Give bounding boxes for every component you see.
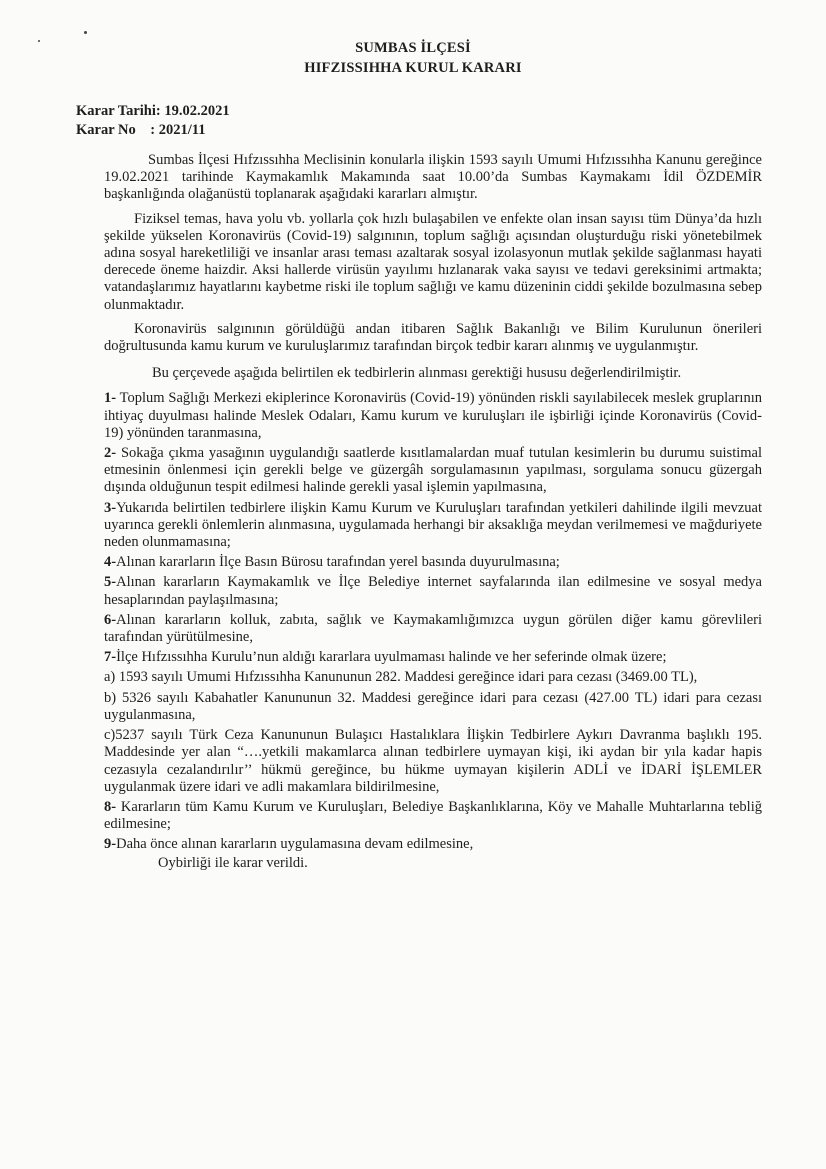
- decision-item-5: [104, 574, 762, 608]
- item-text: Toplum Sağlığı Merkezi ekiplerince Koronavirüs (Covid-19) yönünden riskli sayılabilecek meslek gruplarının ihtiyaç duyulması halinde Meslek Odaları, Kamu kurum ve kuruluşları ile işbirliği içinde Koronavirüs (Covid-19) yönünden taranmasına,: [104, 390, 762, 441]
- decision-item-4: [104, 554, 762, 571]
- context-paragraph-2: Koronavirüs salgınının görüldüğü andan itibaren Sağlık Bakanlığı ve Bilim Kurulunun önerileri doğrultusunda kamu kurum ve kuruluşlarımız tarafından birçok tedbir kararı alınmış ve uygulanmıştır.: [104, 320, 762, 355]
- decision-item-1: [104, 390, 762, 442]
- decision-item-7: [104, 649, 762, 666]
- item-text: İlçe Hıfzıssıhha Kurulu’nun aldığı kararlara uyulmaması halinde ve her seferinde olmak üzere;: [116, 649, 667, 666]
- decision-item-8: [104, 799, 762, 833]
- item-number: 7-: [104, 649, 117, 666]
- item-number: 6-: [104, 611, 117, 628]
- item-number: 4-: [104, 554, 117, 571]
- decision-date-label: Karar Tarihi: [76, 103, 156, 119]
- document-title-line2: HIFZISSIHHA KURUL KARARI: [304, 60, 522, 76]
- scan-speck: [84, 31, 87, 34]
- item-number: 9-: [104, 836, 117, 853]
- closing-statement: Oybirliği ile karar verildi.: [158, 854, 308, 871]
- item-number: 8-: [104, 798, 117, 815]
- decision-number-value: 2021/11: [158, 122, 206, 138]
- decision-item-9: [104, 836, 762, 853]
- document-title-line1: SUMBAS İLÇESİ: [355, 40, 471, 56]
- document-body: [104, 152, 762, 872]
- sub-item-c: c)5237 sayılı Türk Ceza Kanununun Bulaşıcı Hastalıklara İlişkin Tedbirlere Aykırı Davranma başlıklı 195. Maddesinde yer alan “….yetkili makamlarca alınan tedbirlere uymayan kişi, iki aydan bir yıla kadar hapis cezasıyla cezalandırılır’’ hükmü gereğince, bu hükme uymayan kişilerin ADLİ ve İDARİ İŞLEMLER uygulanmak üzere idari ve adli makamlara bildirilmesine,: [104, 727, 762, 795]
- item-number: 5-: [104, 574, 117, 591]
- context-paragraph-3: Bu çerçevede aşağıda belirtilen ek tedbirlerin alınması gerektiği hususu değerlendirilmiştir.: [152, 365, 682, 382]
- item-number: 1-: [104, 390, 117, 407]
- context-paragraph-1: Fiziksel temas, hava yolu vb. yollarla çok hızlı bulaşabilen ve enfekte olan insan sayısı tüm Dünya’da hızlı şekilde yükselen Koronavirüs (Covid-19) salgınının, toplum sağlığı açısından oluşturduğu riski yönetebilmek adına sosyal hareketliliği ve insanlar arası teması azaltarak sosyal izolasyonun mutlak şekilde sağlanması hayati derecede öneme haizdir. Aksi hallerde virüsün yayılımı hızlanarak vaka sayısı ve tedavi gereksinimi artmakta; vatandaşlarımız hayatlarını kaybetme riski ile toplum sağlığı ve kamu düzeninin ciddi şekilde bozulmasına sebep olunmaktadır.: [104, 210, 762, 313]
- decision-date: Karar Tarihi: 19.02.2021: [76, 103, 230, 119]
- decision-item-6: [104, 612, 762, 646]
- item-number: 3-: [104, 499, 117, 516]
- item-number: 2-: [104, 445, 117, 462]
- decision-item-3: [104, 500, 762, 552]
- item-text: Yukarıda belirtilen tedbirlere ilişkin Kamu Kurum ve Kuruluşları tarafından yetkileri dahilinde ilgili mevzuat uyarınca gerekli önlemlerin alınmasına, uygulamada herhangi bir aksaklığa meydan verilmemesi ve mağduriyete neden olunmamasına;: [104, 499, 762, 551]
- item-text: Alınan kararların İlçe Basın Bürosu tarafından yerel basında duyurulmasına;: [116, 554, 560, 571]
- decision-number: Karar No : 2021/11: [76, 122, 206, 138]
- decision-date-value: 19.02.2021: [164, 103, 230, 119]
- item-text: Alınan kararların kolluk, zabıta, sağlık ve Kaymakamlığımızca uygun görülen diğer kamu görevlileri tarafından yürütülmesine,: [104, 611, 762, 646]
- item-text: Sokağa çıkma yasağının uygulandığı saatlerde kısıtlamalardan muaf tutulan kesimlerin bu durumu suistimal etmesinin önlenmesi için gerekli belge ve güzergâh sorgulamasının yapılması, sorgulama sonucu güzergah dışında olduğunun tespit edilmesi halinde gerekli yasal işlemin yapılmasına,: [104, 445, 762, 496]
- decision-item-2: [104, 445, 762, 497]
- item-text: Daha önce alınan kararların uygulamasına devam edilmesine,: [116, 836, 474, 853]
- item-text: Kararların tüm Kamu Kurum ve Kuruluşları, Belediye Başkanlıklarına, Köy ve Mahalle Muhtarlarına tebliğ edilmesine;: [104, 798, 762, 833]
- sub-item-a: a) 1593 sayılı Umumi Hıfzıssıhha Kanununun 282. Maddesi gereğince idari para cezası (3469.00 TL),: [104, 669, 698, 686]
- item-text: Alınan kararların Kaymakamlık ve İlçe Belediye internet sayfalarında ilan edilmesine ve sosyal medya hesaplarından paylaşılmasına;: [104, 574, 762, 608]
- decision-number-label: Karar No: [76, 122, 136, 138]
- sub-item-b: b) 5326 sayılı Kabahatler Kanununun 32. Maddesi gereğince idari para cezası (427.00 TL) idari para cezası uygulanmasına,: [104, 689, 762, 723]
- intro-paragraph: Sumbas İlçesi Hıfzıssıhha Meclisinin konularla ilişkin 1593 sayılı Umumi Hıfzıssıhha Kanunu gereğince 19.02.2021 tarihinde Kaymakamlık Makamında saat 10.00’da Sumbas Kaymakamı İdil ÖZDEMİR başkanlığında olağanüstü toplanarak aşağıdaki kararları almıştır.: [104, 152, 762, 203]
